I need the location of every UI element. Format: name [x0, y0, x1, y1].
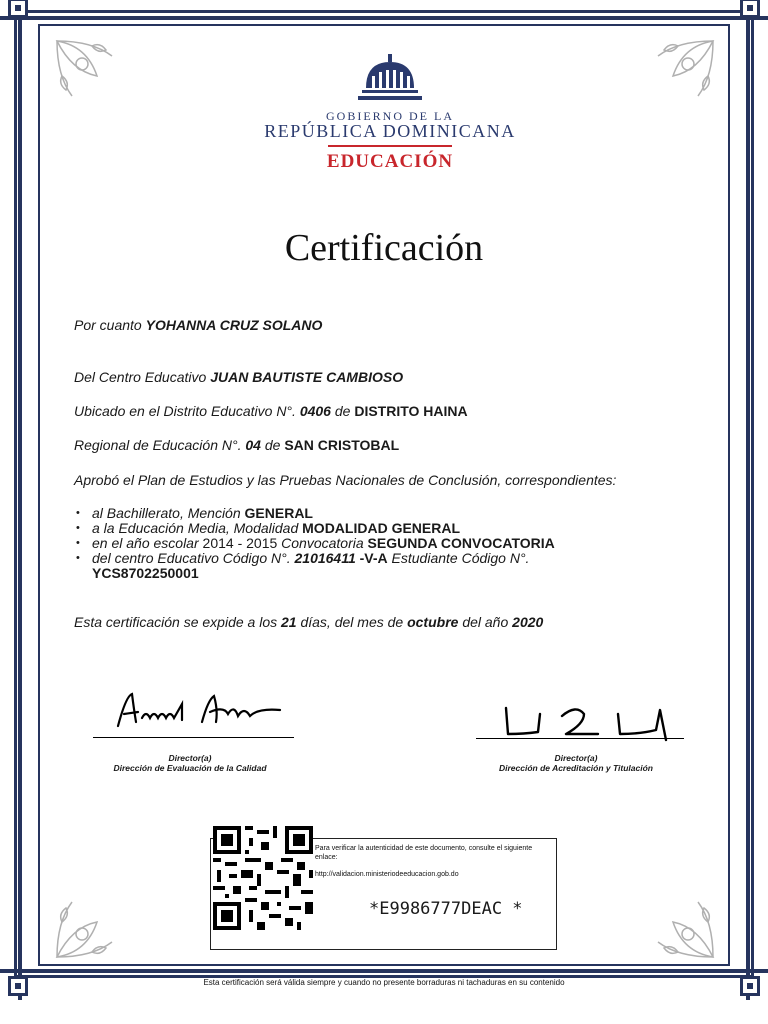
list-item [74, 521, 555, 536]
year-label: en el año escolar [92, 535, 199, 551]
district-name: DISTRITO HAINA [354, 403, 468, 419]
qr-code-icon[interactable] [213, 826, 313, 930]
convocatoria-value: SEGUNDA CONVOCATORIA [367, 535, 555, 551]
government-logo [230, 52, 550, 182]
left-signature-line [93, 737, 294, 738]
student-code-label: Estudiante Código N°. [391, 550, 530, 566]
center-line [74, 369, 403, 385]
district-de: de [334, 403, 351, 419]
bachillerato-label: al Bachillerato, Mención [92, 505, 241, 521]
logo-line-gobierno: GOBIERNO DE LA [326, 109, 454, 123]
student-name: YOHANNA CRUZ SOLANO [145, 317, 323, 333]
logo-line-educacion: EDUCACIÓN [326, 151, 454, 172]
list-item [74, 506, 555, 521]
page-title: Certificación [284, 227, 484, 269]
left-signer-role: Director(a) [168, 753, 212, 763]
list-item [74, 551, 555, 581]
left-signature-icon [112, 686, 292, 732]
issued-month: octubre [407, 614, 459, 630]
district-line [74, 403, 468, 419]
approval-text: Aprobó el Plan de Estudios y las Pruebas Nacionales de Conclusión, correspondientes: [74, 472, 617, 488]
media-label: a la Educación Media, Modalidad [92, 520, 299, 536]
issued-line [74, 614, 543, 630]
center-code-value: 21016411 [294, 550, 356, 566]
right-signer-dept: Dirección de Acreditación y Titulación [499, 763, 653, 773]
right-signature-caption [456, 753, 696, 773]
left-border-bar [18, 0, 22, 1000]
student-line [74, 317, 322, 333]
center-code-suffix: -V-A [359, 550, 388, 566]
right-border-bar [746, 0, 750, 1000]
dome-icon [358, 54, 422, 106]
convocatoria-label: Convocatoria [281, 535, 364, 551]
corner-ornament-icon [52, 892, 122, 962]
issued-prefix: Esta certificación se expide a los [74, 614, 278, 630]
regional-number: 04 [245, 437, 261, 453]
district-number: 0406 [299, 403, 331, 419]
corner-ornament-icon [648, 36, 718, 106]
right-signer-role: Director(a) [554, 753, 598, 763]
right-signature-line [476, 738, 684, 739]
regional-prefix: Regional de Educación N°. [74, 437, 242, 453]
regional-line [74, 437, 399, 453]
issued-year: 2020 [512, 614, 544, 630]
logo-line-republica: REPÚBLICA DOMINICANA [264, 121, 516, 141]
issued-day: 21 [281, 614, 297, 630]
left-signature-caption [70, 753, 310, 773]
bachillerato-value: GENERAL [244, 505, 313, 521]
regional-name: SAN CRISTOBAL [284, 437, 400, 453]
program-list [74, 506, 555, 581]
list-item [74, 536, 555, 551]
year-value: 2014 - 2015 [202, 535, 278, 551]
center-prefix: Del Centro Educativo [74, 369, 207, 385]
issued-year-label: del año [462, 614, 509, 630]
top-border-bar [0, 16, 768, 20]
verification-text: Para verificar la autenticidad de este documento, consulte el siguiente enlace: [315, 845, 533, 861]
media-value: MODALIDAD GENERAL [302, 520, 461, 536]
corner-square-icon [8, 0, 28, 18]
logo-divider [328, 145, 452, 147]
corner-ornament-icon [648, 892, 718, 962]
left-signer-dept: Dirección de Evaluación de la Calidad [113, 763, 267, 773]
approval-line [74, 472, 616, 488]
regional-de: de [264, 437, 281, 453]
student-code-value: YCS8702250001 [92, 565, 199, 581]
issued-mid: días, del mes de [300, 614, 404, 630]
verification-code: *E9986777DEAC * [369, 899, 523, 919]
student-prefix: Por cuanto [74, 317, 142, 333]
corner-ornament-icon [52, 36, 122, 106]
district-prefix: Ubicado en el Distrito Educativo N°. [74, 403, 296, 419]
corner-square-icon [740, 0, 760, 18]
verification-url[interactable]: http://validacion.ministeriodeeducacion.gob.do [315, 871, 459, 878]
footer-note: Esta certificación será válida siempre y cuando no presente borraduras ni tachaduras en su contenido [203, 978, 565, 987]
center-name: JUAN BAUTISTE CAMBIOSO [210, 369, 404, 385]
bottom-border-bar [0, 969, 768, 973]
center-code-label: del centro Educativo Código N°. [92, 550, 291, 566]
